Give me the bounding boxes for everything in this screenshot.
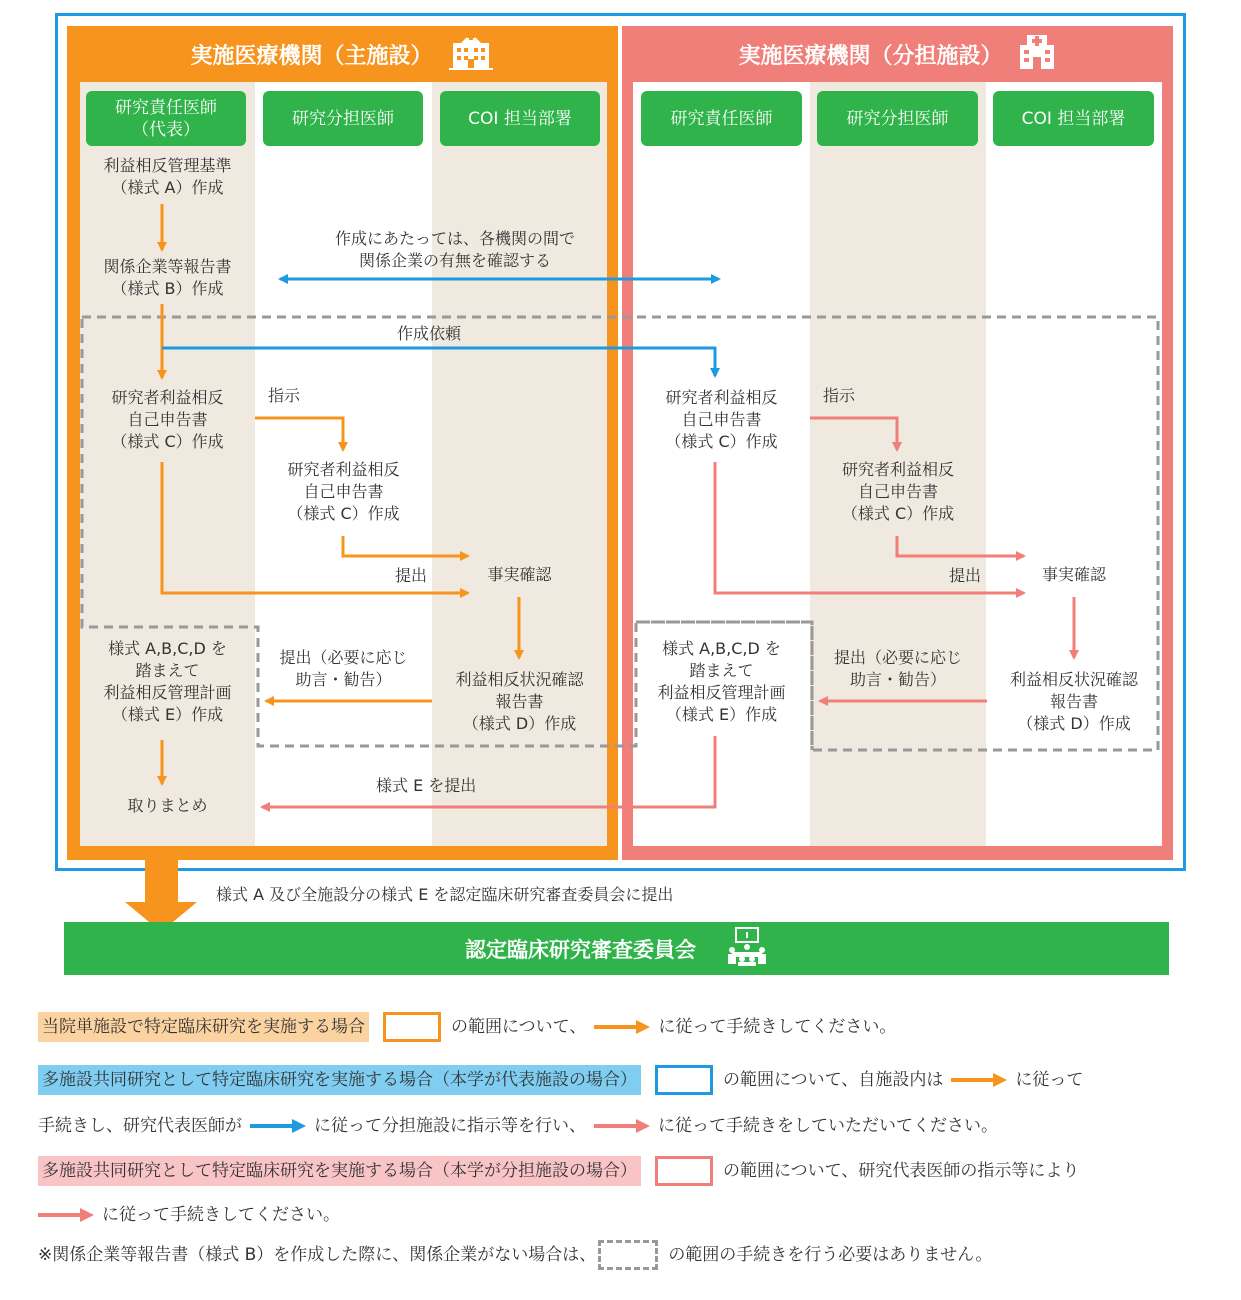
main-header-pi: 研究責任医師 （代表） <box>86 91 246 146</box>
legend-single-text-2: に従って手続きしてください。 <box>658 1017 897 1037</box>
main-step-form-c-pi: 研究者利益相反 自己申告書 （様式 C）作成 <box>111 388 224 451</box>
main-step-form-c-sub: 研究者利益相反 自己申告書 （様式 C）作成 <box>287 460 400 523</box>
main-header-coi: COI 担当部署 <box>440 91 600 146</box>
legend-multi-branch-line2 <box>38 1200 340 1230</box>
main-header-sub: 研究分担医師 <box>263 91 423 146</box>
main-step-form-d: 利益相反状況確認 報告書 （様式 D）作成 <box>455 670 584 733</box>
main-step-fact: 事実確認 <box>487 565 552 584</box>
arrow-instruct-branch <box>810 418 897 450</box>
branch-step-fact: 事実確認 <box>1041 565 1106 584</box>
arrow-instruct-main <box>255 418 343 450</box>
committee-meeting-icon <box>726 926 768 971</box>
legend-multi-branch <box>38 1156 1079 1186</box>
legend-multi-branch-highlight: 多施設共同研究として特定臨床研究を実施する場合（本学が分担施設の場合） <box>38 1156 641 1186</box>
main-step-summary: 取りまとめ <box>127 796 208 815</box>
salmon-arrow-icon <box>38 1208 94 1222</box>
arrow-request <box>162 348 715 376</box>
legend-single <box>38 1012 896 1042</box>
legend-multi-lead-text-3: 手続きし、研究代表医師が <box>38 1116 242 1136</box>
blue-arrow-icon <box>250 1119 306 1133</box>
orange-arrow-icon <box>951 1073 1007 1087</box>
legend-dashed-box-icon <box>598 1240 658 1270</box>
legend-multi-lead <box>38 1065 1083 1095</box>
legend-multi-lead-text-5: に従って手続きをしていただいてください。 <box>658 1116 998 1136</box>
salmon-arrow-icon <box>594 1119 650 1133</box>
main-step-form-e: 様式 A,B,C,D を 踏まえて 利益相反管理計画 （様式 E）作成 <box>103 639 232 724</box>
legend-multi-lead-line2 <box>38 1111 998 1141</box>
legend-note-text-2: の範囲の手続きを行う必要はありません。 <box>668 1245 993 1265</box>
committee-submit-note: 様式 A 及び全施設分の様式 E を認定臨床研究審査委員会に提出 <box>216 885 674 904</box>
arrow-sub-submit-main <box>343 536 468 556</box>
main-label-submit: 提出 <box>395 566 428 585</box>
branch-header-sub: 研究分担医師 <box>817 91 978 146</box>
legend-multi-branch-text-2: に従って手続きしてください。 <box>102 1205 340 1225</box>
legend-single-highlight: 当院単施設で特定臨床研究を実施する場合 <box>38 1012 369 1042</box>
legend-blue-box-icon <box>655 1065 713 1095</box>
cross-submit-e-label: 様式 E を提出 <box>376 776 477 795</box>
orange-arrow-icon <box>594 1020 650 1034</box>
legend-multi-lead-text-1: の範囲について、自施設内は <box>723 1070 944 1090</box>
branch-label-submit: 提出 <box>949 566 982 585</box>
branch-label-instruct: 指示 <box>823 386 856 405</box>
legend-multi-lead-highlight: 多施設共同研究として特定臨床研究を実施する場合（本学が代表施設の場合） <box>38 1065 641 1095</box>
arrow-sub-submit-branch <box>897 536 1024 556</box>
main-step-form-b: 関係企業等報告書 （様式 B）作成 <box>103 257 232 298</box>
cross-confirm-label: 作成にあたっては、各機関の間で 関係企業の有無を確認する <box>334 229 575 270</box>
committee-bar <box>64 922 1169 975</box>
branch-step-form-c-pi: 研究者利益相反 自己申告書 （様式 C）作成 <box>665 388 778 451</box>
main-facility-title: 実施医療機関（主施設） <box>190 43 433 69</box>
legend-multi-branch-text-1: の範囲について、研究代表医師の指示等により <box>723 1161 1080 1181</box>
legend-orange-box-icon <box>383 1012 441 1042</box>
legend-multi-lead-text-2: に従って <box>1015 1070 1084 1090</box>
branch-label-advise: 提出（必要に応じ 助言・勧告） <box>833 648 962 689</box>
branch-header-pi: 研究責任医師 <box>641 91 802 146</box>
branch-step-form-c-sub: 研究者利益相反 自己申告書 （様式 C）作成 <box>841 460 955 523</box>
branch-header-coi: COI 担当部署 <box>993 91 1154 146</box>
legend-salmon-box-icon <box>655 1156 713 1186</box>
legend-single-text-1: の範囲について、 <box>451 1017 587 1037</box>
main-label-advise: 提出（必要に応じ 助言・勧告） <box>279 648 408 689</box>
committee-title: 認定臨床研究審査委員会 <box>465 937 696 962</box>
legend-multi-lead-text-4: に従って分担施設に指示等を行い、 <box>314 1116 586 1136</box>
cross-request-label: 作成依頼 <box>397 324 462 343</box>
legend-note-text-1: ※関係企業等報告書（様式 B）を作成した際に、関係企業がない場合は、 <box>38 1245 597 1265</box>
branch-facility-title: 実施医療機関（分担施設） <box>738 43 1003 69</box>
main-step-form-a: 利益相反管理基準 （様式 A）作成 <box>103 156 232 197</box>
legend-note <box>38 1240 992 1270</box>
main-label-instruct: 指示 <box>268 386 301 405</box>
branch-step-form-d: 利益相反状況確認 報告書 （様式 D）作成 <box>1009 670 1138 733</box>
branch-step-form-e: 様式 A,B,C,D を 踏まえて 利益相反管理計画 （様式 E）作成 <box>657 639 786 724</box>
